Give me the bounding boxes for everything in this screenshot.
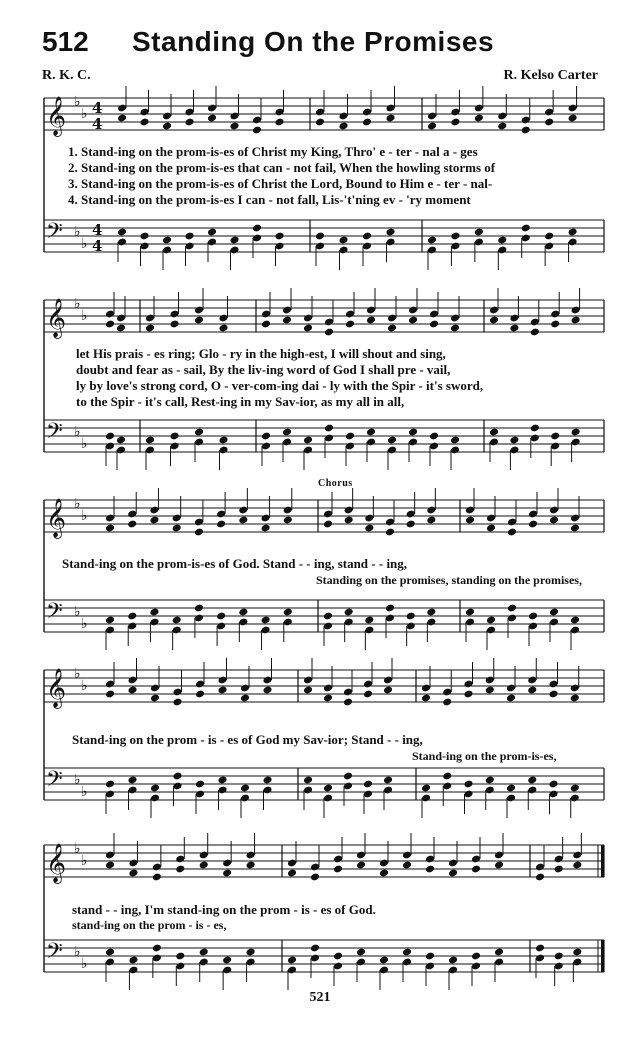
flat-icon: ♭ [74, 944, 81, 960]
note-head [506, 784, 516, 793]
note-head [172, 772, 182, 781]
note-head [184, 118, 194, 127]
note-head [207, 114, 217, 123]
note-head [421, 694, 431, 703]
note-head [550, 320, 560, 329]
note-head [333, 865, 343, 874]
note-head [261, 320, 271, 329]
note-head [568, 228, 578, 237]
note-head [240, 784, 250, 793]
note-head [379, 869, 389, 878]
note-head [310, 944, 320, 953]
note-head [323, 784, 333, 793]
note-head [550, 432, 560, 441]
time-sig-top: 4 [92, 99, 103, 117]
note-head [261, 524, 271, 533]
note-head [486, 616, 496, 625]
note-head [274, 232, 284, 241]
time-sig-bottom: 4 [92, 237, 103, 255]
note-head [474, 114, 484, 123]
note-head [535, 944, 545, 953]
note-head [426, 516, 436, 525]
treble-clef-icon: 𝄞 [46, 298, 67, 338]
note-head [128, 956, 138, 965]
note-head [450, 324, 460, 333]
note-head [194, 316, 204, 325]
note-head [485, 776, 495, 785]
note-head [383, 776, 393, 785]
note-head [554, 952, 564, 961]
note-head [175, 865, 185, 874]
note-head [408, 428, 418, 437]
note-head [262, 776, 272, 785]
treble-clef-icon: 𝄞 [46, 668, 67, 708]
note-head [362, 118, 372, 127]
note-head [530, 424, 540, 433]
note-head [570, 694, 580, 703]
note-head [364, 524, 374, 533]
note-head [175, 952, 185, 961]
note-head [429, 432, 439, 441]
note-head [497, 236, 507, 245]
note-head [252, 224, 262, 233]
note-head [450, 436, 460, 445]
note-head [527, 776, 537, 785]
note-head [127, 612, 137, 621]
note-head [282, 316, 292, 325]
note-head [465, 608, 475, 617]
note-head [105, 861, 115, 870]
final-bar-thick [601, 940, 604, 972]
flat-icon: ♭ [81, 106, 88, 122]
note-head [463, 690, 473, 699]
verse4-line1: 4. Stand-ing on the prom-is-es I can - not fall, Lis-'t'ning ev - 'ry moment [68, 192, 471, 207]
note-head [366, 316, 376, 325]
note-head [324, 328, 334, 337]
note-head [252, 126, 262, 135]
flat-icon: ♭ [74, 772, 81, 788]
note-head [343, 698, 353, 707]
flat-icon: ♭ [74, 604, 81, 620]
note-head [509, 436, 519, 445]
note-head [385, 228, 395, 237]
flat-icon: ♭ [81, 308, 88, 324]
note-head [425, 865, 435, 874]
note-head [343, 772, 353, 781]
note-head [261, 616, 271, 625]
note-head [150, 694, 160, 703]
note-head [506, 694, 516, 703]
bass-clef-icon: 𝄢 [46, 939, 63, 969]
note-head [105, 780, 115, 789]
note-head [217, 686, 227, 695]
note-head [184, 232, 194, 241]
note-head [572, 948, 582, 957]
note-head [194, 604, 204, 613]
note-head [172, 698, 182, 707]
flat-icon: ♭ [81, 956, 88, 972]
note-head [169, 432, 179, 441]
note-head [385, 528, 395, 537]
note-head [127, 686, 137, 695]
note-head [283, 608, 293, 617]
note-head [105, 690, 115, 699]
note-head [162, 236, 172, 245]
note-head [229, 122, 239, 131]
note-head [356, 861, 366, 870]
note-head [287, 956, 297, 965]
note-head [408, 316, 418, 325]
note-head [149, 516, 159, 525]
note-head [570, 784, 580, 793]
note-head [362, 232, 372, 241]
note-head [387, 324, 397, 333]
words-credit: R. K. C. [42, 68, 91, 83]
note-head [240, 694, 250, 703]
note-head [442, 772, 452, 781]
time-sig-bottom: 4 [92, 115, 103, 133]
note-head [261, 432, 271, 441]
note-head [310, 873, 320, 882]
note-head [315, 118, 325, 127]
flat-icon: ♭ [74, 496, 81, 512]
note-head [139, 118, 149, 127]
note-head [195, 780, 205, 789]
note-head [338, 122, 348, 131]
chorus-line3-main: stand - - ing, I'm stand-ing on the prom - is - es of God. [72, 902, 376, 917]
note-head [507, 604, 517, 613]
note-head [509, 324, 519, 333]
note-head [426, 608, 436, 617]
note-head [222, 956, 232, 965]
note-head [572, 861, 582, 870]
note-head [238, 608, 248, 617]
note-head [549, 608, 559, 617]
note-head [356, 948, 366, 957]
flat-icon: ♭ [81, 853, 88, 869]
note-head [489, 316, 499, 325]
bass-clef-icon: 𝄢 [46, 419, 63, 449]
note-head [246, 948, 256, 957]
note-head [338, 236, 348, 245]
note-head [303, 436, 313, 445]
note-head [152, 873, 162, 882]
note-head [548, 690, 558, 699]
note-head [544, 118, 554, 127]
note-head [145, 324, 155, 333]
treble-clef-icon: 𝄞 [46, 96, 67, 136]
flat-icon: ♭ [81, 436, 88, 452]
note-head [149, 608, 159, 617]
note-head [385, 604, 395, 613]
verse1-line1: 1. Stand-ing on the prom-is-es of Christ my King, Thro' e - ter - nal a - ges [68, 144, 478, 159]
note-head [528, 612, 538, 621]
note-head [406, 612, 416, 621]
treble-clef-icon: 𝄞 [46, 843, 67, 883]
note-head [429, 320, 439, 329]
note-head [421, 784, 431, 793]
note-head [194, 428, 204, 437]
note-head [152, 944, 162, 953]
chorus-line1-echo: Standing on the promises, standing on the promises, [316, 573, 582, 587]
note-head [527, 686, 537, 695]
flat-icon: ♭ [81, 784, 88, 800]
note-head [262, 686, 272, 695]
note-head [105, 948, 115, 957]
note-head [344, 516, 354, 525]
note-head [494, 861, 504, 870]
note-head [105, 432, 115, 441]
note-head [283, 516, 293, 525]
flat-icon: ♭ [81, 678, 88, 694]
note-head [216, 520, 226, 529]
hymn-number: 512 [42, 26, 89, 57]
note-head [549, 516, 559, 525]
note-head [128, 869, 138, 878]
note-head [229, 236, 239, 245]
note-head [442, 698, 452, 707]
note-head [448, 956, 458, 965]
verse3-line1: 3. Stand-ing on the prom-is-es of Christ the Lord, Bound to Him e - ter - nal- [68, 176, 493, 191]
note-head [402, 861, 412, 870]
verse2-line1: 2. Stand-ing on the prom-is-es that can - not fail, When the howling storms of [68, 160, 496, 175]
chorus-line2-echo: Stand-ing on the prom-is-es, [412, 749, 557, 763]
note-head [571, 428, 581, 437]
note-head [366, 428, 376, 437]
note-head [463, 780, 473, 789]
flat-icon: ♭ [81, 236, 88, 252]
flat-icon: ♭ [74, 841, 81, 857]
note-head [162, 122, 172, 131]
note-head [105, 320, 115, 329]
note-head [333, 952, 343, 961]
note-head [315, 232, 325, 241]
note-head [497, 122, 507, 131]
note-head [127, 520, 137, 529]
note-head [554, 865, 564, 874]
note-head [303, 324, 313, 333]
verse4-line2: to the Spir - it's call, Rest-ing in my Sav-ior, as my all in all, [76, 394, 405, 409]
note-head [471, 865, 481, 874]
note-head [385, 114, 395, 123]
note-head [364, 616, 374, 625]
hymn-title: Standing On the Promises [132, 26, 495, 57]
note-head [246, 861, 256, 870]
music-credit: R. Kelso Carter [503, 68, 598, 83]
note-head [507, 528, 517, 537]
note-head [471, 952, 481, 961]
page-number: 521 [309, 990, 331, 1005]
note-head [486, 524, 496, 533]
bass-clef-icon: 𝄢 [46, 219, 63, 249]
note-head [323, 520, 333, 529]
note-head [548, 780, 558, 789]
note-head [207, 228, 217, 237]
flat-icon: ♭ [74, 666, 81, 682]
note-head [116, 324, 126, 333]
note-head [150, 784, 160, 793]
note-head [450, 118, 460, 127]
note-head [222, 869, 232, 878]
note-head [363, 780, 373, 789]
note-head [568, 114, 578, 123]
note-head [145, 436, 155, 445]
note-head [448, 869, 458, 878]
verse3-line2: ly by love's strong cord, O - ver-com-ing dai - ly with the Spir - it's sword, [76, 378, 484, 393]
chorus-line3-echo: stand-ing on the prom - is - es, [72, 918, 227, 932]
final-bar-thick [601, 845, 604, 877]
note-head [345, 320, 355, 329]
bass-clef-icon: 𝄢 [46, 599, 63, 629]
note-head [425, 952, 435, 961]
note-head [406, 520, 416, 529]
bass-clef-icon: 𝄢 [46, 767, 63, 797]
note-head [105, 616, 115, 625]
note-head [571, 316, 581, 325]
note-head [544, 232, 554, 241]
note-head [379, 956, 389, 965]
chorus-line1-main: Stand-ing on the prom-is-es of God. Stand - - ing, stand - - ing, [62, 556, 408, 571]
note-head [570, 616, 580, 625]
note-head [485, 686, 495, 695]
note-head [282, 428, 292, 437]
note-head [172, 616, 182, 625]
note-head [172, 524, 182, 533]
note-head [427, 236, 437, 245]
note-head [169, 320, 179, 329]
note-head [570, 524, 580, 533]
note-head [287, 869, 297, 878]
note-head [521, 224, 531, 233]
note-head [383, 686, 393, 695]
treble-clef-icon: 𝄞 [46, 498, 67, 538]
flat-icon: ♭ [74, 94, 81, 110]
note-head [199, 861, 209, 870]
note-head [345, 432, 355, 441]
note-head [530, 328, 540, 337]
flat-icon: ♭ [81, 616, 88, 632]
flat-icon: ♭ [74, 296, 81, 312]
note-head [194, 528, 204, 537]
note-head [402, 948, 412, 957]
note-head [274, 118, 284, 127]
note-head [238, 516, 248, 525]
note-head [450, 232, 460, 241]
flat-icon: ♭ [81, 508, 88, 524]
note-head [387, 436, 397, 445]
verse1-line2: let His prais - es ring; Glo - ry in the high-est, I will shout and sing, [76, 346, 446, 361]
note-head [323, 694, 333, 703]
note-head [218, 436, 228, 445]
flat-icon: ♭ [74, 224, 81, 240]
note-head [489, 428, 499, 437]
note-head [117, 228, 127, 237]
note-head [199, 948, 209, 957]
note-head [465, 516, 475, 525]
note-head [218, 324, 228, 333]
note-head [303, 776, 313, 785]
note-head [139, 232, 149, 241]
note-head [344, 608, 354, 617]
note-head [474, 228, 484, 237]
note-head [105, 524, 115, 533]
note-head [494, 948, 504, 957]
flat-icon: ♭ [74, 424, 81, 440]
note-head [217, 776, 227, 785]
time-sig-top: 4 [92, 221, 103, 239]
note-head [535, 873, 545, 882]
note-head [303, 686, 313, 695]
note-head [195, 690, 205, 699]
note-head [427, 122, 437, 131]
note-head [127, 776, 137, 785]
note-head [521, 126, 531, 135]
note-head [117, 114, 127, 123]
note-head [528, 520, 538, 529]
note-head [116, 436, 126, 445]
note-head [323, 612, 333, 621]
chorus-line2-main: Stand-ing on the prom - is - es of God my Sav-ior; Stand - - ing, [72, 732, 423, 747]
chorus-label: Chorus [318, 478, 353, 489]
note-head [216, 612, 226, 621]
note-head [363, 690, 373, 699]
note-head [324, 424, 334, 433]
verse2-line2: doubt and fear as - sail, By the liv-ing word of God I shall pre - vail, [76, 362, 451, 377]
